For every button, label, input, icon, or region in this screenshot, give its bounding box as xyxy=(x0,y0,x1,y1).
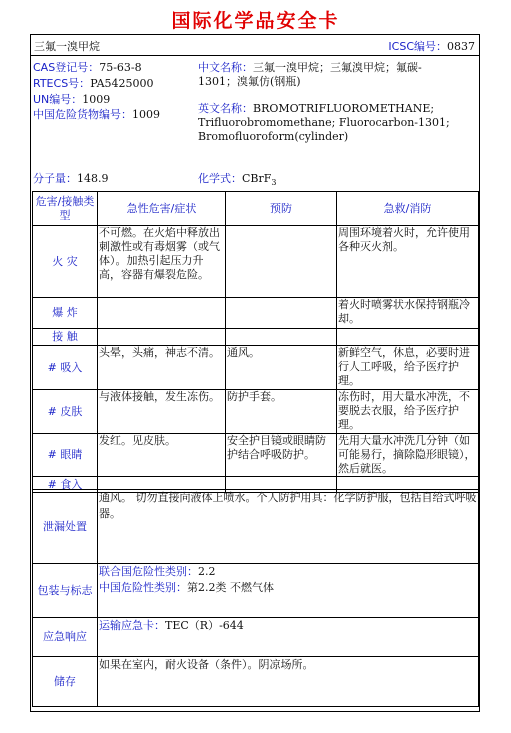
explosion-hazard xyxy=(98,298,226,329)
fire-hazard: 不可燃。在火焰中释放出刺激性或有毒烟雾（或气体）。加热引起压力升高，容器有爆裂危险。 xyxy=(98,226,226,298)
contact-hazard xyxy=(98,329,226,346)
english-name: 英文名称：BROMOTRIFLUOROMETHANE; xyxy=(198,102,435,115)
table-row xyxy=(33,564,479,618)
cas-number: CAS登记号：75-63-8 xyxy=(33,61,142,74)
table-row xyxy=(33,390,479,434)
cn-dangerous-goods-number: 中国危险货物编号：1009 xyxy=(33,108,160,121)
row-eyes-label: # 眼睛 xyxy=(33,434,98,477)
chemical-formula: 化学式：CBrF$_3$ xyxy=(198,172,277,188)
row-inhalation-label: # 吸入 xyxy=(33,346,98,390)
storage-text: 如果在室内，耐火设备（条件）。阴凉场所。 xyxy=(98,657,479,707)
table-row xyxy=(33,618,479,657)
un-hazard-class: 联合国危险性类别：2.2 xyxy=(99,565,216,578)
handling-table xyxy=(32,489,479,707)
inhalation-first-aid: 新鲜空气，休息，必要时进行人工呼吸，给予医疗护理。 xyxy=(337,346,479,390)
icsc-number: ICSC编号：0837 xyxy=(388,40,475,53)
skin-hazard: 与液体接触，发生冻伤。 xyxy=(98,390,226,434)
rtecs-number: RTECS号：PA5425000 xyxy=(33,77,154,90)
table-row xyxy=(33,329,479,346)
explosion-prevention xyxy=(226,298,337,329)
skin-prevention: 防护手套。 xyxy=(226,390,337,434)
table-row xyxy=(33,657,479,707)
cn-hazard-class: 中国危险性类别：第2.2类 不燃气体 xyxy=(99,581,274,594)
hazard-table xyxy=(32,191,479,493)
english-name-line3: Bromofluoroform(cylinder) xyxy=(198,130,349,143)
header-row xyxy=(30,34,480,56)
chinese-name: 中文名称：三氟一溴甲烷；三氟溴甲烷；氟碳- xyxy=(198,61,422,74)
table-row xyxy=(33,298,479,329)
row-fire-label: 火 灾 xyxy=(33,226,98,298)
header-first-aid: 急救/消防 xyxy=(337,192,479,226)
table-row xyxy=(33,434,479,477)
row-skin-label: # 皮肤 xyxy=(33,390,98,434)
emergency-label: 应急响应 xyxy=(33,618,98,657)
header-prevention: 预防 xyxy=(226,192,337,226)
chemical-name: 三氟一溴甲烷 xyxy=(34,40,100,53)
table-row xyxy=(33,226,479,298)
storage-label: 储存 xyxy=(33,657,98,707)
molecular-weight: 分子量：148.9 xyxy=(33,172,109,185)
fire-prevention xyxy=(226,226,337,298)
contact-prevention xyxy=(226,329,337,346)
eyes-hazard: 发红。见皮肤。 xyxy=(98,434,226,477)
row-contact-label: 接 触 xyxy=(33,329,98,346)
packaging-text xyxy=(98,564,479,618)
card-title: 国际化学品安全卡 xyxy=(171,10,340,32)
fire-first-aid: 周围环境着火时，允许使用各种灭火剂。 xyxy=(337,226,479,298)
skin-first-aid: 冻伤时，用大量水冲洗，不要脱去衣服，给予医疗护理。 xyxy=(337,390,479,434)
spill-label: 泄漏处置 xyxy=(33,490,98,564)
spill-text: 通风。 切勿直接向液体上喷水。个人防护用具：化学防护服，包括自给式呼吸器。 xyxy=(98,490,479,564)
contact-first-aid xyxy=(337,329,479,346)
english-name-line2: Trifluorobromomethane; Fluorocarbon-1301; xyxy=(198,116,450,129)
table-row xyxy=(33,346,479,390)
chinese-name-line2: 1301；溴氟仿(钢瓶) xyxy=(198,75,301,88)
packaging-label: 包装与标志 xyxy=(33,564,98,618)
table-row xyxy=(33,490,479,564)
row-explosion-label: 爆 炸 xyxy=(33,298,98,329)
eyes-prevention: 安全护目镜或眼睛防护结合呼吸防护。 xyxy=(226,434,337,477)
header-type: 危害/接触类型 xyxy=(33,192,98,226)
un-number: UN编号：1009 xyxy=(33,93,111,106)
header-hazard: 急性危害/症状 xyxy=(98,192,226,226)
row-ingestion-label: # 食入 xyxy=(33,477,98,493)
explosion-first-aid: 着火时喷雾状水保持钢瓶冷却。 xyxy=(337,298,479,329)
eyes-first-aid: 先用大量水冲洗几分钟（如可能易行，摘除隐形眼镜），然后就医。 xyxy=(337,434,479,477)
table-header-row xyxy=(33,192,479,226)
inhalation-prevention: 通风。 xyxy=(226,346,337,390)
inhalation-hazard: 头晕，头痛，神志不清。 xyxy=(98,346,226,390)
emergency-text: 运输应急卡：TEC（R）-644 xyxy=(98,618,479,657)
